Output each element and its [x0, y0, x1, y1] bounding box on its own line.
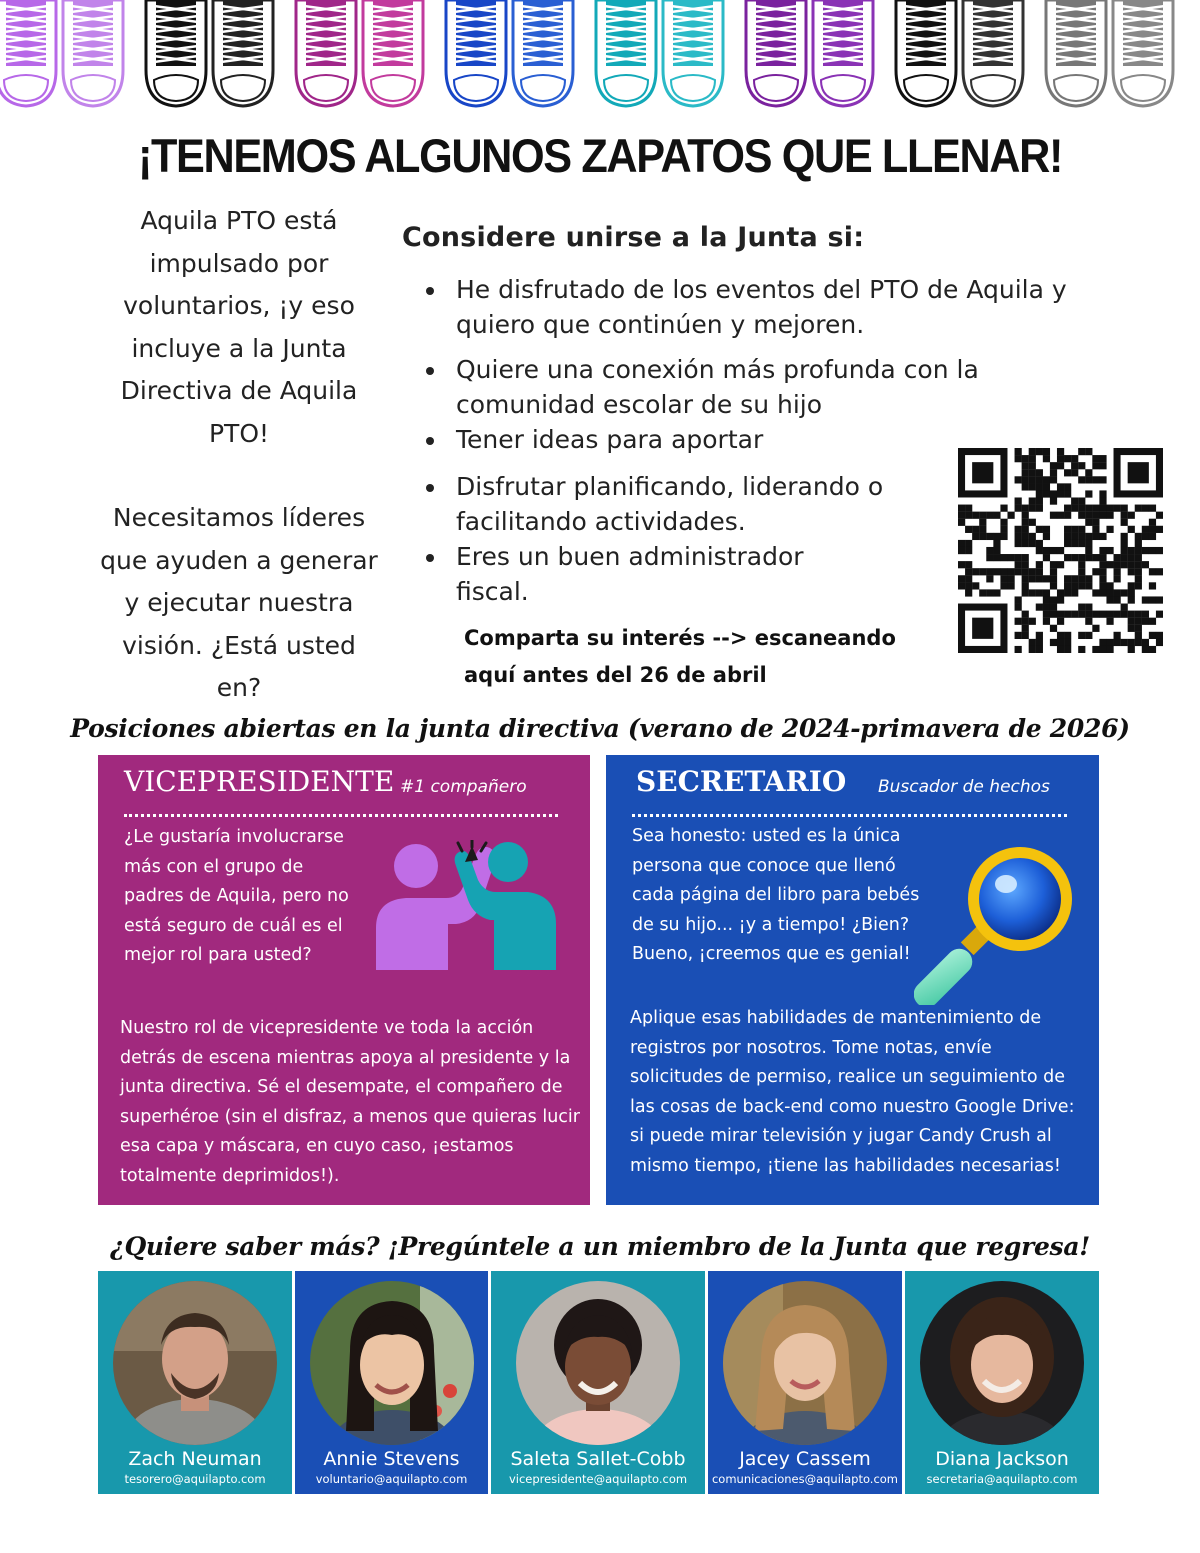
- member-card: [491, 1271, 705, 1494]
- intro-text: [98, 200, 380, 710]
- member-email[interactable]: tesorero@aquilapto.com: [124, 1472, 266, 1486]
- positions-title: Posiciones abiertas en la junta directiva (verano de 2024-primavera de 2026): [70, 714, 1130, 743]
- sneaker-icon: [663, 0, 723, 106]
- ask-title: ¿Quiere saber más? ¡Pregúntele a un miembro de la Junta que regresa!: [110, 1232, 1090, 1261]
- dotted-divider: [124, 814, 558, 817]
- member-name: Diana Jackson: [935, 1448, 1069, 1470]
- list-item: He disfrutado de los eventos del PTO de Aquila y quiero que continúen y mejoren.: [426, 272, 1086, 342]
- high-five-icon: [368, 840, 563, 970]
- magnifying-glass-icon: [914, 840, 1084, 1005]
- sneaker-icon: [963, 0, 1023, 106]
- member-email[interactable]: secretaria@aquilapto.com: [926, 1472, 1078, 1486]
- sneaker-icon: [146, 0, 206, 106]
- sneaker-icon: [1046, 0, 1106, 106]
- vp-subtitle: #1 compañero: [400, 777, 527, 797]
- list-item: Quiere una conexión más profunda con la comunidad escolar de su hijo: [426, 352, 1086, 422]
- member-card: [708, 1271, 902, 1494]
- sneaker-icon: [596, 0, 656, 106]
- secretary-description: Aplique esas habilidades de mantenimiento de registros por nosotros. Tome notas, envíe solicitudes de permiso, realice un seguimiento de las cosas de back-end como nuestro Google Drive: si puede mirar televisión y jugar Candy Crush al mismo tiempo, ¡tiene las habilidades necesarias!: [630, 1008, 1075, 1176]
- vp-title: VICEPRESIDENTE: [124, 765, 395, 798]
- sneaker-icon: [813, 0, 873, 106]
- vp-intro: ¿Le gustaría involucrarse más con el grupo de padres de Aquila, pero no está seguro de cuál es el mejor rol para usted?: [124, 827, 349, 965]
- secretary-subtitle: Buscador de hechos: [878, 777, 1050, 797]
- share-interest-text: Comparta su interés --> escaneando aquí antes del 26 de abril: [464, 626, 896, 687]
- member-email[interactable]: voluntario@aquilapto.com: [315, 1472, 468, 1486]
- sneaker-icon: [363, 0, 423, 106]
- sneaker-icon: [513, 0, 573, 106]
- secretary-card: [606, 755, 1099, 1205]
- qr-code-icon[interactable]: [958, 448, 1163, 653]
- vp-description: Nuestro rol de vicepresidente ve toda la acción detrás de escena mientras apoya al presidente y la junta directiva. Sé el desempate, el compañero de superhéroe (sin el disfraz, a menos que quieras lucir esa capa y máscara, en cuyo caso, ¡estamos totalmente deprimidos!).: [120, 1018, 580, 1186]
- avatar: [310, 1281, 474, 1445]
- avatar: [723, 1281, 887, 1445]
- member-name: Annie Stevens: [323, 1448, 460, 1470]
- member-name: Jacey Cassem: [739, 1448, 871, 1470]
- member-name: Saleta Sallet-Cobb: [510, 1448, 686, 1470]
- sneaker-icon: [296, 0, 356, 106]
- sneaker-icon: [1113, 0, 1173, 106]
- intro-paragraph-2: Necesitamos líderes que ayuden a generar y ejecutar nuestra visión. ¿Está usted en?: [100, 503, 378, 702]
- sneaker-icon: [896, 0, 956, 106]
- member-email[interactable]: vicepresidente@aquilapto.com: [508, 1472, 688, 1486]
- sneaker-icon: [213, 0, 273, 106]
- member-card: [98, 1271, 292, 1494]
- intro-paragraph-1: Aquila PTO está impulsado por voluntarios, ¡y eso incluye a la Junta Directiva de Aquila PTO!: [120, 206, 358, 448]
- list-item: Eres un buen administrador fiscal.: [426, 539, 846, 609]
- avatar: [920, 1281, 1084, 1445]
- list-item: Tener ideas para aportar: [426, 422, 1086, 457]
- vice-president-card: [98, 755, 590, 1205]
- consider-title: Considere unirse a la Junta si:: [402, 222, 865, 253]
- secretary-title: SECRETARIO: [636, 765, 847, 798]
- page-title: ¡TENEMOS ALGUNOS ZAPATOS QUE LLENAR!: [137, 129, 1063, 182]
- member-card: [905, 1271, 1099, 1494]
- dotted-divider: [632, 814, 1067, 817]
- member-name: Zach Neuman: [128, 1448, 262, 1470]
- secretary-intro: Sea honesto: usted es la única persona que conoce que llenó cada página del libro para bebés de su hijo... ¡y a tiempo! ¿Bien? Bueno, ¡creemos que es genial!: [632, 826, 920, 964]
- sneaker-icon: [0, 0, 56, 106]
- sneaker-icon: [746, 0, 806, 106]
- list-item: Disfrutar planificando, liderando o facilitando actividades.: [426, 469, 896, 539]
- sneaker-banner: [0, 0, 1200, 110]
- member-email[interactable]: comunicaciones@aquilapto.com: [711, 1472, 899, 1486]
- avatar: [516, 1281, 680, 1445]
- sneaker-icon: [63, 0, 123, 106]
- avatar: [113, 1281, 277, 1445]
- member-card: [295, 1271, 488, 1494]
- sneaker-icon: [446, 0, 506, 106]
